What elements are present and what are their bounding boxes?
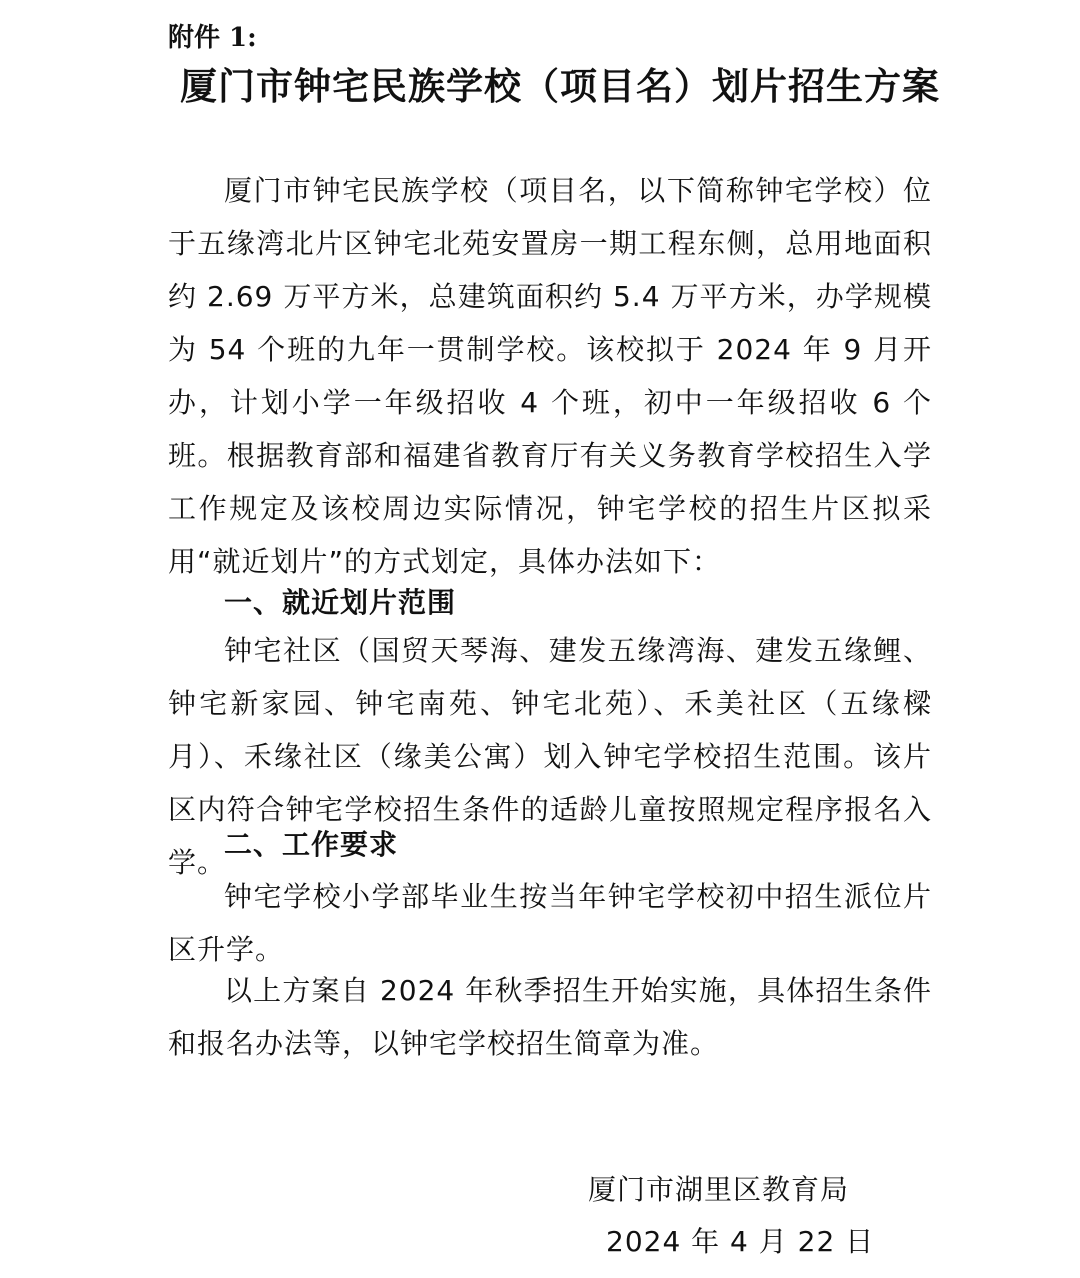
- section-1-paragraph: 钟宅社区（国贸天琴海、建发五缘湾海、建发五缘鲤、钟宅新家园、钟宅南苑、钟宅北苑）、禾美社区（五缘樑月）、禾缘社区（缘美公寓）划入钟宅学校招生范围。该片区内符合钟宅学校招生条件的适龄儿童按照规定程序报名入学。: [168, 634, 932, 879]
- attachment-label: 附件 1:: [168, 23, 257, 53]
- intro-paragraph: 厦门市钟宅民族学校（项目名，以下简称钟宅学校）位于五缘湾北片区钟宅北苑安置房一期工程东侧，总用地面积约 2.69 万平方米，总建筑面积约 5.4 万平方米，办学规模为 54 个班的九年一贯制学校。该校拟于 2024 年 9 月开办，计划小学一年级招收 4 个班，初中一年级招收 6 个班。根据教育部和福建省教育厅有关义务教育学校招生入学工作规定及该校周边实际情况，钟宅学校的招生片区拟采用“就近划片”的方式划定，具体办法如下：: [168, 174, 932, 578]
- document-title: 厦门市钟宅民族学校（项目名）划片招生方案: [180, 64, 940, 108]
- section-1-heading: 一、就近划片范围: [224, 586, 457, 619]
- section-2-heading: 二、工作要求: [224, 828, 399, 861]
- closing-paragraph: 以上方案自 2024 年秋季招生开始实施，具体招生条件和报名办法等，以钟宅学校招生简章为准。: [168, 974, 932, 1060]
- signature-date: 2024 年 4 月 22 日: [606, 1225, 875, 1258]
- section-2-paragraph: 钟宅学校小学部毕业生按当年钟宅学校初中招生派位片区升学。: [168, 880, 932, 966]
- signature-organization: 厦门市湖里区教育局: [588, 1173, 850, 1206]
